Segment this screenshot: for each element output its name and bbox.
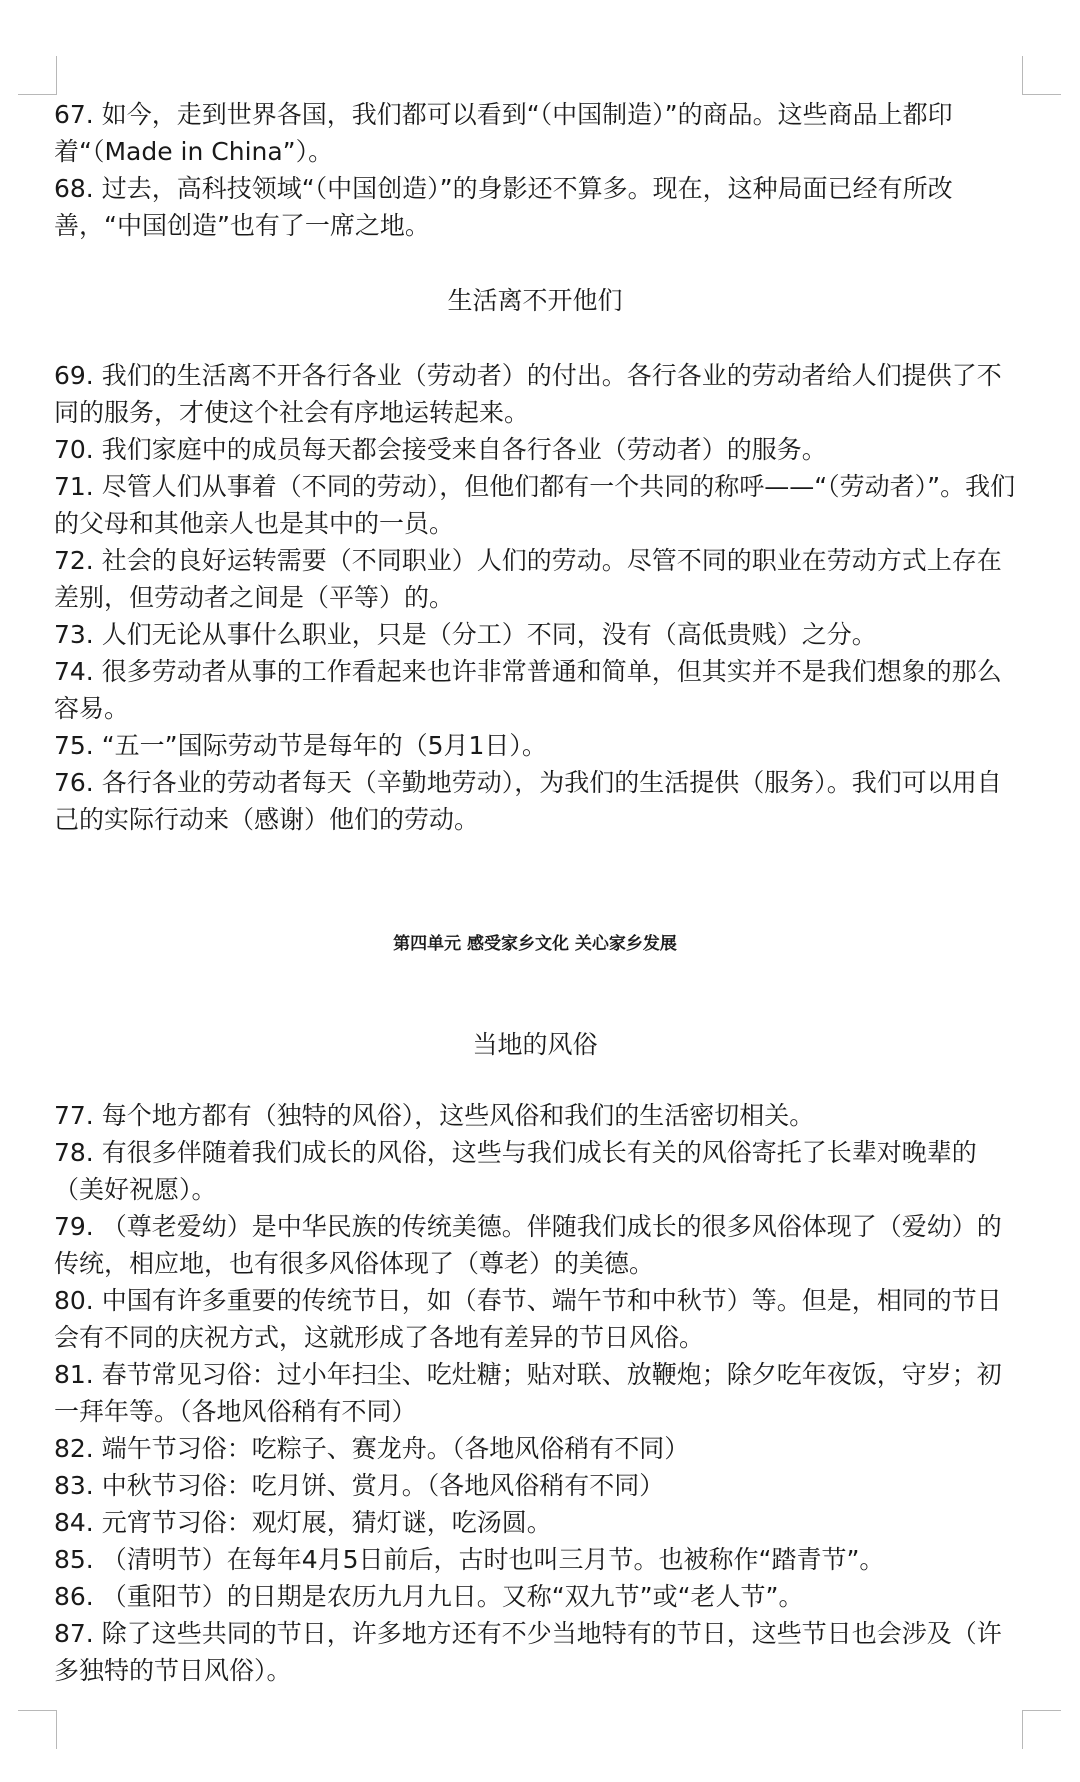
crop-mark-bottom-left (18, 1710, 57, 1749)
document-page (54, 96, 1016, 1689)
list-item: 81. 春节常见习俗：过小年扫尘、吃灶糖；贴对联、放鞭炮；除夕吃年夜饭，守岁；初一拜年等。（各地风俗稍有不同） (54, 1360, 1002, 1426)
crop-mark-bottom-right (1022, 1710, 1061, 1749)
unit-title: 第四单元 感受家乡文化 关心家乡发展 (393, 934, 677, 954)
list-item: 80. 中国有许多重要的传统节日，如（春节、端午节和中秋节）等。但是，相同的节日会有不同的庆祝方式，这就形成了各地有差异的节日风俗。 (54, 1286, 1002, 1352)
list-item: 71. 尽管人们从事着（不同的劳动），但他们都有一个共同的称呼——“（劳动者）”。我们的父母和其他亲人也是其中的一员。 (54, 472, 1016, 538)
list-item: 82. 端午节习俗：吃粽子、赛龙舟。（各地风俗稍有不同） (54, 1434, 690, 1463)
item-group-a (54, 96, 1016, 244)
list-item: 84. 元宵节习俗：观灯展，猜灯谜，吃汤圆。 (54, 1508, 552, 1537)
list-item: 87. 除了这些共同的节日，许多地方还有不少当地特有的节日，这些节日也会涉及（许多独特的节日风俗）。 (54, 1619, 1002, 1685)
list-item: 75. “五一”国际劳动节是每年的（5月1日）。 (54, 731, 547, 760)
item-group-b (54, 357, 1016, 838)
list-item: 72. 社会的良好运转需要（不同职业）人们的劳动。尽管不同的职业在劳动方式上存在差别，但劳动者之间是（平等）的。 (54, 546, 1002, 612)
list-item: 78. 有很多伴随着我们成长的风俗，这些与我们成长有关的风俗寄托了长辈对晚辈的（美好祝愿）。 (54, 1138, 977, 1204)
list-item: 70. 我们家庭中的成员每天都会接受来自各行各业（劳动者）的服务。 (54, 435, 827, 464)
item-group-c (54, 1097, 1016, 1689)
list-item: 67. 如今，走到世界各国，我们都可以看到“（中国制造）”的商品。这些商品上都印着“（Made in China”）。 (54, 100, 953, 166)
list-item: 86. （重阳节）的日期是农历九月九日。又称“双九节”或“老人节”。 (54, 1582, 804, 1611)
list-item: 79. （尊老爱幼）是中华民族的传统美德。伴随我们成长的很多风俗体现了（爱幼）的传统，相应地，也有很多风俗体现了（尊老）的美德。 (54, 1212, 1002, 1278)
list-item: 74. 很多劳动者从事的工作看起来也许非常普通和简单，但其实并不是我们想象的那么容易。 (54, 657, 1002, 723)
list-item: 83. 中秋节习俗：吃月饼、赏月。（各地风俗稍有不同） (54, 1471, 665, 1500)
crop-mark-top-left (18, 56, 57, 95)
section-title: 当地的风俗 (472, 1030, 598, 1059)
section-title: 生活离不开他们 (447, 286, 623, 315)
list-item: 69. 我们的生活离不开各行各业（劳动者）的付出。各行各业的劳动者给人们提供了不同的服务，才使这个社会有序地运转起来。 (54, 361, 1002, 427)
list-item: 77. 每个地方都有（独特的风俗），这些风俗和我们的生活密切相关。 (54, 1101, 815, 1130)
crop-mark-top-right (1022, 56, 1061, 95)
list-item: 68. 过去，高科技领域“（中国创造）”的身影还不算多。现在，这种局面已经有所改善，“中国创造”也有了一席之地。 (54, 174, 953, 240)
list-item: 76. 各行各业的劳动者每天（辛勤地劳动），为我们的生活提供（服务）。我们可以用自己的实际行动来（感谢）他们的劳动。 (54, 768, 1002, 834)
list-item: 85. （清明节）在每年4月5日前后，古时也叫三月节。也被称作“踏青节”。 (54, 1545, 885, 1574)
list-item: 73. 人们无论从事什么职业，只是（分工）不同，没有（高低贵贱）之分。 (54, 620, 877, 649)
